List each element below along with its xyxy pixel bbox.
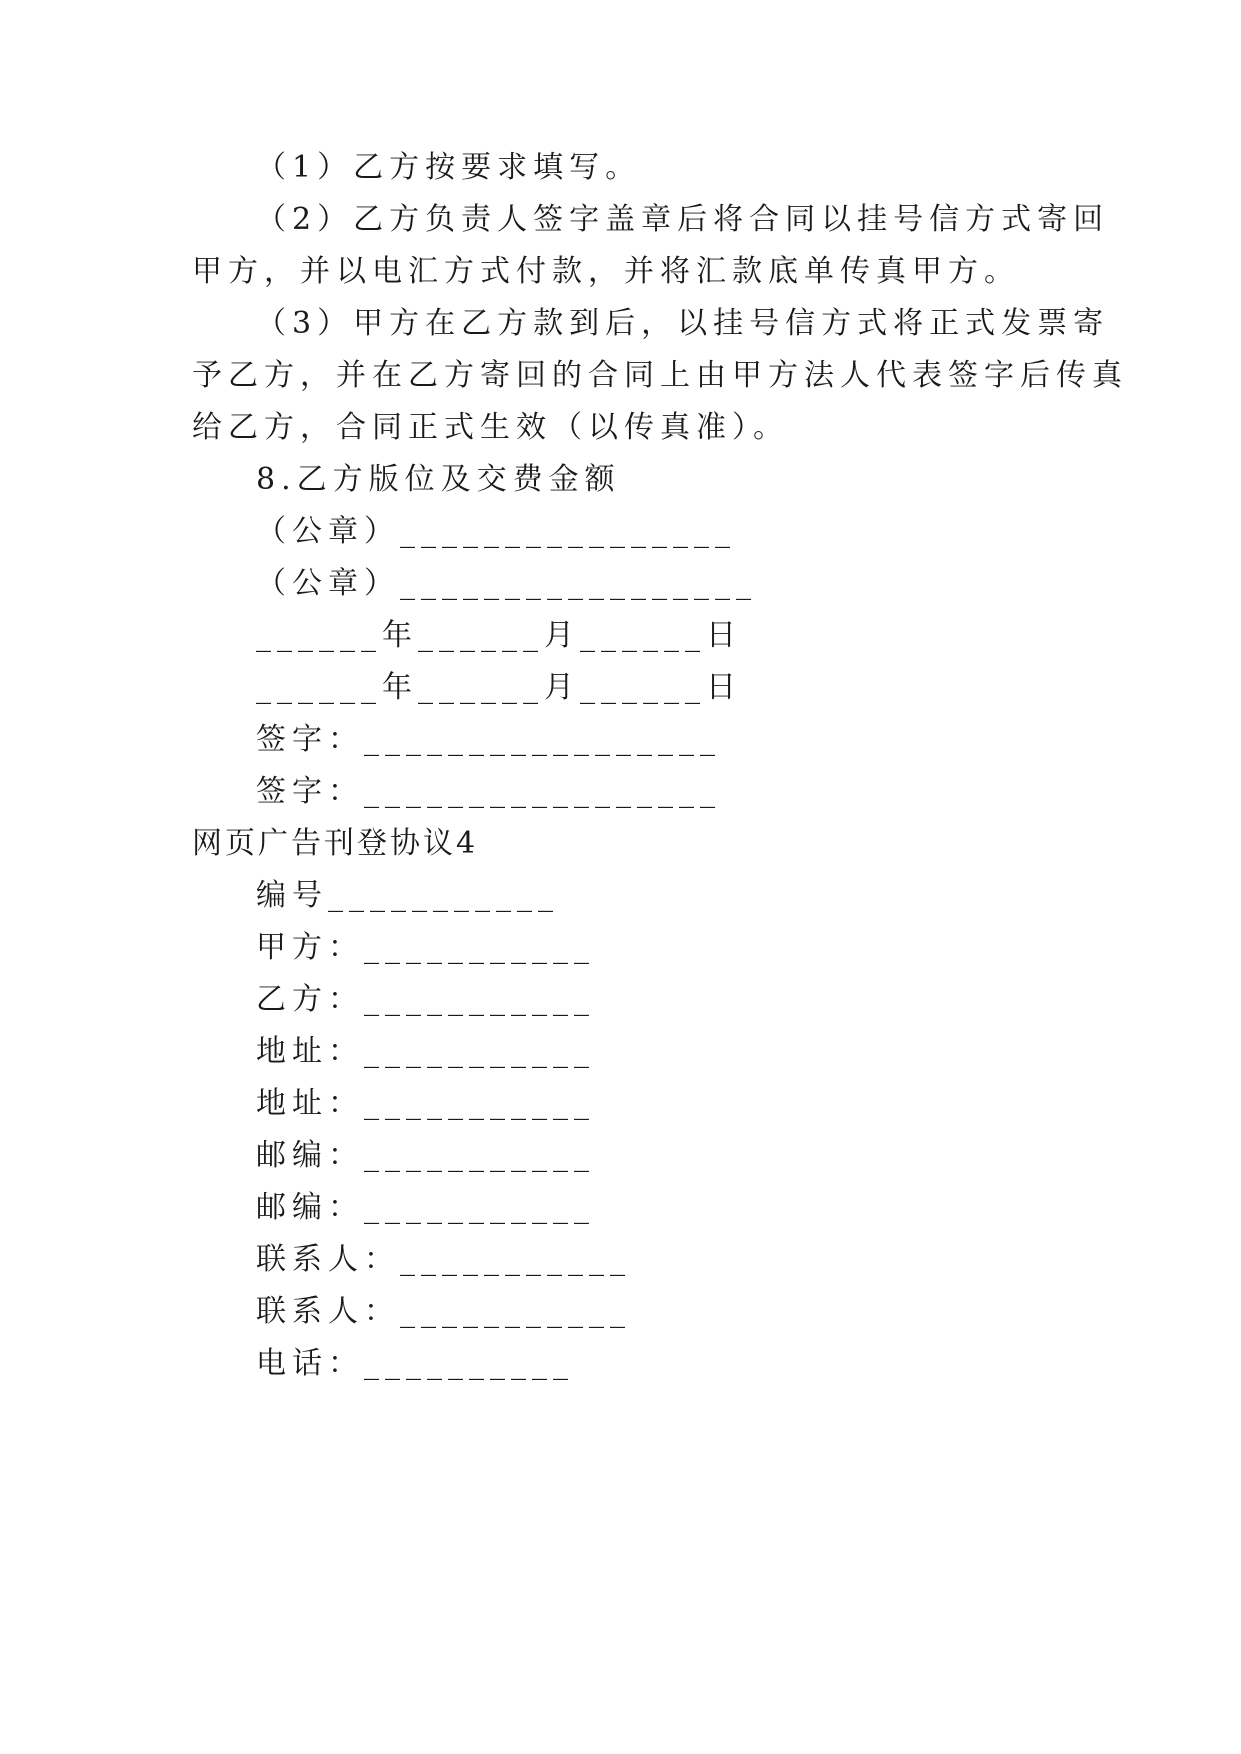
signature-field-party-b: 签字：_________________ [256, 774, 721, 809]
step-3-text-cont: 予乙方，并在乙方寄回的合同上由甲方法人代表签字后传真 [192, 358, 1128, 393]
address-field-party-a: 地址：___________ [256, 1034, 595, 1069]
address-field-party-b: 地址：___________ [256, 1086, 595, 1121]
section-8-heading: 8.乙方版位及交费金额 [256, 462, 621, 497]
date-field-party-a: ______年______月______日 [256, 618, 742, 653]
signature-field-party-a: 签字：_________________ [256, 722, 721, 757]
step-3-text: （3）甲方在乙方款到后，以挂号信方式将正式发票寄 [256, 306, 1110, 341]
agreement-title: 网页广告刊登协议4 [192, 826, 479, 861]
step-3-text-end: 给乙方，合同正式生效（以传真准）。 [192, 410, 789, 445]
postcode-field-party-b: 邮编：___________ [256, 1190, 595, 1225]
step-2-text: （2）乙方负责人签字盖章后将合同以挂号信方式寄回 [256, 202, 1110, 237]
party-a-field: 甲方：___________ [256, 930, 595, 965]
date-field-party-b: ______年______月______日 [256, 670, 742, 705]
seal-field-party-b: （公章）_________________ [256, 566, 757, 601]
step-1-text: （1）乙方按要求填写。 [256, 150, 642, 185]
seal-field-party-a: （公章）________________ [256, 514, 736, 549]
contract-number-field: 编号___________ [256, 878, 559, 913]
contact-field-party-a: 联系人：___________ [256, 1242, 631, 1277]
phone-field: 电话：__________ [256, 1346, 574, 1381]
contact-field-party-b: 联系人：___________ [256, 1294, 631, 1329]
party-b-field: 乙方：___________ [256, 982, 595, 1017]
step-2-text-cont: 甲方，并以电汇方式付款，并将汇款底单传真甲方。 [192, 254, 1020, 289]
postcode-field-party-a: 邮编：___________ [256, 1138, 595, 1173]
